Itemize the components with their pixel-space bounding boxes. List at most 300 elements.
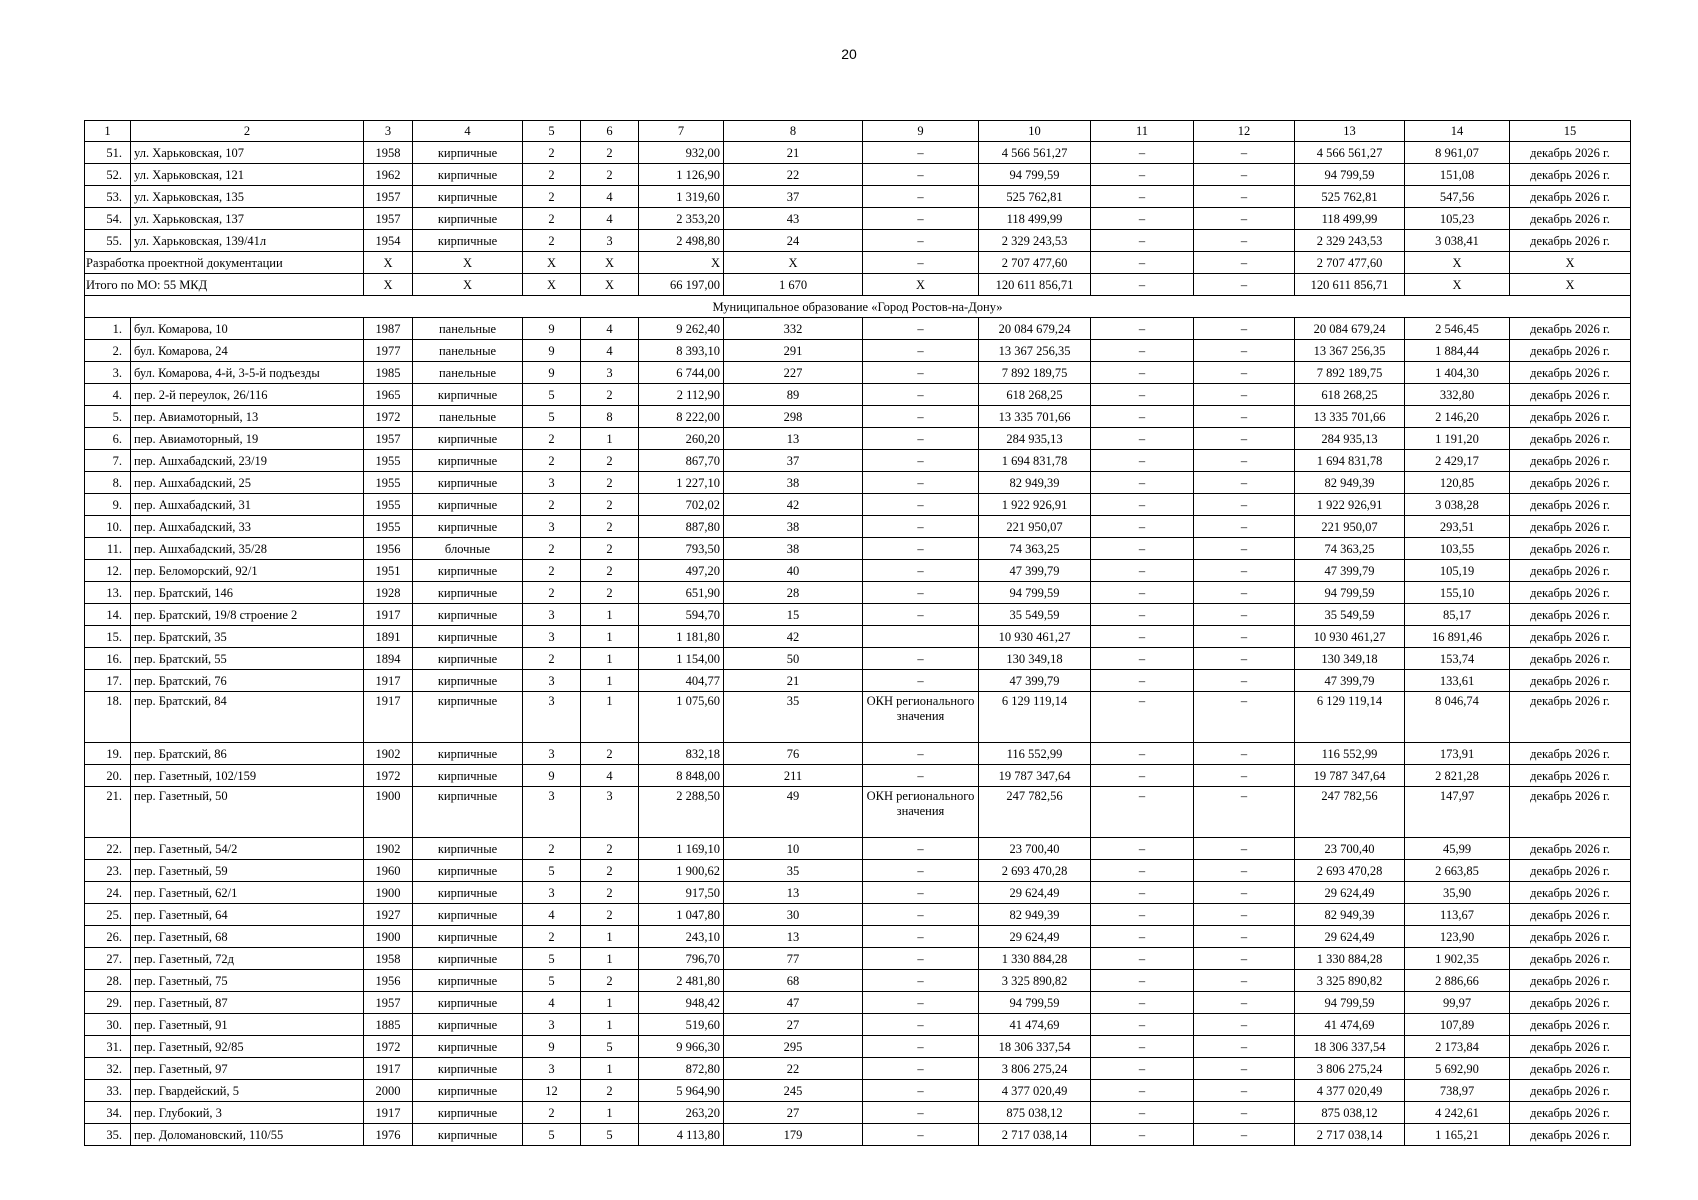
cell-cost-per-sqm: 738,97 — [1405, 1080, 1510, 1102]
cell-wall-material: кирпичные — [413, 948, 523, 970]
cell-entrances: 1 — [581, 1058, 639, 1080]
cell-floors: 3 — [523, 1058, 581, 1080]
cell-fund-source-11: – — [1091, 1080, 1194, 1102]
cell-fund-source-11: – — [1091, 904, 1194, 926]
cell-cost-total: 221 950,07 — [979, 516, 1091, 538]
cell-floors: 2 — [523, 142, 581, 164]
cell-fund-source-11: – — [1091, 164, 1194, 186]
cell-cost-regional: 875 038,12 — [1295, 1102, 1405, 1124]
cell-heritage-status: – — [863, 582, 979, 604]
cell-fund-source-11: – — [1091, 970, 1194, 992]
cell-address: пер. Газетный, 87 — [131, 992, 364, 1014]
cell-completion-date: декабрь 2026 г. — [1510, 765, 1631, 787]
cell-residents: 76 — [724, 743, 863, 765]
cell-total-area: 2 112,90 — [639, 384, 724, 406]
cell-row-number: 22. — [85, 838, 131, 860]
table-row — [85, 904, 1631, 926]
column-number-4: 4 — [413, 121, 523, 142]
cell-total-area: 263,20 — [639, 1102, 724, 1124]
cell-entrances: 4 — [581, 186, 639, 208]
cell-row-number: 34. — [85, 1102, 131, 1124]
cell-cost-per-sqm: 153,74 — [1405, 648, 1510, 670]
cell-year-built: 1972 — [364, 765, 413, 787]
cell-year-built: 1956 — [364, 538, 413, 560]
cell-residents: 40 — [724, 560, 863, 582]
cell-year-built: 1902 — [364, 838, 413, 860]
column-number-2: 2 — [131, 121, 364, 142]
cell-cost-regional: 130 349,18 — [1295, 648, 1405, 670]
cell-address: пер. Газетный, 68 — [131, 926, 364, 948]
cell-total-area: 917,50 — [639, 882, 724, 904]
cell-wall-material: кирпичные — [413, 1124, 523, 1146]
cell-fund-source-11: – — [1091, 948, 1194, 970]
cell-total-area: 1 154,00 — [639, 648, 724, 670]
summary-cell: X — [364, 252, 413, 274]
table-row — [85, 1036, 1631, 1058]
cell-total-area: 260,20 — [639, 428, 724, 450]
cell-cost-total: 875 038,12 — [979, 1102, 1091, 1124]
cell-address: пер. Братский, 55 — [131, 648, 364, 670]
cell-fund-source-11: – — [1091, 340, 1194, 362]
cell-residents: 179 — [724, 1124, 863, 1146]
cell-heritage-status: – — [863, 948, 979, 970]
cell-wall-material: кирпичные — [413, 860, 523, 882]
cell-fund-source-12: – — [1194, 838, 1295, 860]
cell-entrances: 1 — [581, 648, 639, 670]
cell-cost-total: 2 717 038,14 — [979, 1124, 1091, 1146]
table-row — [85, 406, 1631, 428]
cell-row-number: 8. — [85, 472, 131, 494]
cell-residents: 49 — [724, 787, 863, 838]
cell-cost-regional: 618 268,25 — [1295, 384, 1405, 406]
cell-cost-per-sqm: 105,23 — [1405, 208, 1510, 230]
cell-floors: 3 — [523, 626, 581, 648]
cell-cost-regional: 82 949,39 — [1295, 904, 1405, 926]
cell-row-number: 35. — [85, 1124, 131, 1146]
cell-cost-per-sqm: 2 146,20 — [1405, 406, 1510, 428]
cell-year-built: 1955 — [364, 472, 413, 494]
cell-floors: 2 — [523, 582, 581, 604]
cell-cost-total: 2 693 470,28 — [979, 860, 1091, 882]
cell-fund-source-11: – — [1091, 1036, 1194, 1058]
cell-cost-total: 94 799,59 — [979, 164, 1091, 186]
cell-fund-source-12: – — [1194, 472, 1295, 494]
cell-heritage-status: – — [863, 1014, 979, 1036]
cell-cost-per-sqm: 113,67 — [1405, 904, 1510, 926]
cell-row-number: 31. — [85, 1036, 131, 1058]
cell-floors: 3 — [523, 787, 581, 838]
cell-completion-date: декабрь 2026 г. — [1510, 494, 1631, 516]
cell-residents: 89 — [724, 384, 863, 406]
cell-entrances: 1 — [581, 428, 639, 450]
cell-cost-total: 1 922 926,91 — [979, 494, 1091, 516]
cell-row-number: 18. — [85, 692, 131, 743]
cell-row-number: 33. — [85, 1080, 131, 1102]
cell-row-number: 20. — [85, 765, 131, 787]
cell-residents: 35 — [724, 692, 863, 743]
table-row — [85, 1014, 1631, 1036]
cell-heritage-status: – — [863, 406, 979, 428]
cell-cost-per-sqm: 2 429,17 — [1405, 450, 1510, 472]
table-row — [85, 860, 1631, 882]
cell-completion-date: декабрь 2026 г. — [1510, 362, 1631, 384]
column-number-3: 3 — [364, 121, 413, 142]
cell-cost-total: 74 363,25 — [979, 538, 1091, 560]
summary-cell: X — [1405, 252, 1510, 274]
cell-total-area: 4 113,80 — [639, 1124, 724, 1146]
cell-heritage-status: – — [863, 230, 979, 252]
cell-floors: 2 — [523, 1102, 581, 1124]
cell-address: пер. Братский, 19/8 строение 2 — [131, 604, 364, 626]
cell-cost-total: 35 549,59 — [979, 604, 1091, 626]
cell-floors: 2 — [523, 230, 581, 252]
cell-cost-total: 13 367 256,35 — [979, 340, 1091, 362]
cell-residents: 291 — [724, 340, 863, 362]
cell-heritage-status: – — [863, 142, 979, 164]
cell-wall-material: кирпичные — [413, 1102, 523, 1124]
cell-fund-source-12: – — [1194, 362, 1295, 384]
cell-wall-material: кирпичные — [413, 604, 523, 626]
total-row — [85, 274, 1631, 296]
cell-cost-regional: 29 624,49 — [1295, 882, 1405, 904]
cell-heritage-status: – — [863, 970, 979, 992]
cell-heritage-status: ОКН регионального значения — [863, 787, 979, 838]
cell-cost-per-sqm: 2 886,66 — [1405, 970, 1510, 992]
cell-residents: 77 — [724, 948, 863, 970]
cell-year-built: 1965 — [364, 384, 413, 406]
cell-residents: 68 — [724, 970, 863, 992]
cell-cost-total: 3 325 890,82 — [979, 970, 1091, 992]
cell-completion-date: декабрь 2026 г. — [1510, 860, 1631, 882]
cell-year-built: 1900 — [364, 926, 413, 948]
cell-residents: 27 — [724, 1014, 863, 1036]
cell-cost-total: 82 949,39 — [979, 904, 1091, 926]
summary-cell: X — [1405, 274, 1510, 296]
cell-cost-per-sqm: 35,90 — [1405, 882, 1510, 904]
cell-completion-date: декабрь 2026 г. — [1510, 626, 1631, 648]
cell-residents: 245 — [724, 1080, 863, 1102]
cell-fund-source-11: – — [1091, 208, 1194, 230]
cell-cost-per-sqm: 2 546,45 — [1405, 318, 1510, 340]
cell-heritage-status: – — [863, 450, 979, 472]
cell-floors: 4 — [523, 904, 581, 926]
cell-year-built: 1885 — [364, 1014, 413, 1036]
cell-cost-per-sqm: 3 038,28 — [1405, 494, 1510, 516]
cell-address: ул. Харьковская, 107 — [131, 142, 364, 164]
cell-total-area: 2 481,80 — [639, 970, 724, 992]
cell-cost-regional: 247 782,56 — [1295, 787, 1405, 838]
cell-address: пер. Газетный, 62/1 — [131, 882, 364, 904]
cell-row-number: 26. — [85, 926, 131, 948]
column-number-7: 7 — [639, 121, 724, 142]
cell-floors: 9 — [523, 362, 581, 384]
cell-heritage-status: – — [863, 926, 979, 948]
cell-floors: 2 — [523, 538, 581, 560]
cell-residents: 13 — [724, 882, 863, 904]
cell-row-number: 12. — [85, 560, 131, 582]
table-row — [85, 538, 1631, 560]
cell-heritage-status: – — [863, 494, 979, 516]
cell-cost-regional: 23 700,40 — [1295, 838, 1405, 860]
cell-row-number: 14. — [85, 604, 131, 626]
cell-fund-source-12: – — [1194, 970, 1295, 992]
cell-fund-source-12: – — [1194, 406, 1295, 428]
cell-wall-material: кирпичные — [413, 626, 523, 648]
table-row — [85, 692, 1631, 743]
cell-cost-regional: 1 330 884,28 — [1295, 948, 1405, 970]
cell-fund-source-11: – — [1091, 1102, 1194, 1124]
cell-total-area: 404,77 — [639, 670, 724, 692]
table-row — [85, 1102, 1631, 1124]
cell-fund-source-12: – — [1194, 670, 1295, 692]
cell-residents: 42 — [724, 626, 863, 648]
summary-cell: X — [581, 252, 639, 274]
table-row — [85, 1058, 1631, 1080]
cell-completion-date: декабрь 2026 г. — [1510, 516, 1631, 538]
cell-heritage-status: – — [863, 1080, 979, 1102]
cell-fund-source-12: – — [1194, 1036, 1295, 1058]
table-row — [85, 948, 1631, 970]
cell-cost-total: 3 806 275,24 — [979, 1058, 1091, 1080]
cell-floors: 5 — [523, 1124, 581, 1146]
cell-completion-date: декабрь 2026 г. — [1510, 904, 1631, 926]
cell-wall-material: панельные — [413, 362, 523, 384]
cell-total-area: 2 288,50 — [639, 787, 724, 838]
cell-fund-source-12: – — [1194, 428, 1295, 450]
cell-floors: 12 — [523, 1080, 581, 1102]
cell-entrances: 2 — [581, 904, 639, 926]
cell-fund-source-11: – — [1091, 428, 1194, 450]
cell-floors: 3 — [523, 670, 581, 692]
cell-cost-total: 4 566 561,27 — [979, 142, 1091, 164]
cell-cost-total: 1 330 884,28 — [979, 948, 1091, 970]
cell-floors: 5 — [523, 948, 581, 970]
cell-heritage-status: – — [863, 670, 979, 692]
cell-cost-total: 6 129 119,14 — [979, 692, 1091, 743]
cell-row-number: 53. — [85, 186, 131, 208]
cell-cost-per-sqm: 151,08 — [1405, 164, 1510, 186]
table-row — [85, 560, 1631, 582]
table-row — [85, 992, 1631, 1014]
cell-floors: 2 — [523, 648, 581, 670]
cell-heritage-status: – — [863, 904, 979, 926]
page-number: 20 — [841, 46, 857, 62]
cell-cost-per-sqm: 3 038,41 — [1405, 230, 1510, 252]
cell-residents: 37 — [724, 450, 863, 472]
column-number-13: 13 — [1295, 121, 1405, 142]
cell-address: пер. Газетный, 72д — [131, 948, 364, 970]
cell-address: пер. Ашхабадский, 25 — [131, 472, 364, 494]
cell-year-built: 1972 — [364, 1036, 413, 1058]
cell-cost-per-sqm: 5 692,90 — [1405, 1058, 1510, 1080]
cell-row-number: 51. — [85, 142, 131, 164]
cell-total-area: 9 966,30 — [639, 1036, 724, 1058]
cell-fund-source-12: – — [1194, 582, 1295, 604]
cell-residents: 42 — [724, 494, 863, 516]
cell-entrances: 2 — [581, 384, 639, 406]
cell-heritage-status: – — [863, 186, 979, 208]
cell-wall-material: кирпичные — [413, 186, 523, 208]
cell-entrances: 3 — [581, 362, 639, 384]
cell-year-built: 2000 — [364, 1080, 413, 1102]
table-row — [85, 186, 1631, 208]
cell-total-area: 702,02 — [639, 494, 724, 516]
cell-fund-source-12: – — [1194, 538, 1295, 560]
cell-completion-date: декабрь 2026 г. — [1510, 582, 1631, 604]
cell-total-area: 497,20 — [639, 560, 724, 582]
cell-entrances: 1 — [581, 992, 639, 1014]
table-row — [85, 743, 1631, 765]
summary-cell: 1 670 — [724, 274, 863, 296]
cell-entrances: 2 — [581, 970, 639, 992]
summary-label: Разработка проектной документации — [85, 252, 364, 274]
cell-entrances: 8 — [581, 406, 639, 428]
summary-cell: X — [724, 252, 863, 274]
cell-cost-per-sqm: 293,51 — [1405, 516, 1510, 538]
cell-year-built: 1902 — [364, 743, 413, 765]
cell-wall-material: кирпичные — [413, 1014, 523, 1036]
cell-wall-material: кирпичные — [413, 428, 523, 450]
summary-cell: – — [1091, 274, 1194, 296]
cell-heritage-status: – — [863, 1102, 979, 1124]
cell-row-number: 30. — [85, 1014, 131, 1036]
cell-address: пер. Братский, 146 — [131, 582, 364, 604]
cell-completion-date: декабрь 2026 г. — [1510, 538, 1631, 560]
cell-address: пер. Газетный, 59 — [131, 860, 364, 882]
cell-cost-total: 7 892 189,75 — [979, 362, 1091, 384]
cell-year-built: 1900 — [364, 787, 413, 838]
cell-heritage-status: – — [863, 765, 979, 787]
cell-wall-material: кирпичные — [413, 164, 523, 186]
cell-address: пер. 2-й переулок, 26/116 — [131, 384, 364, 406]
cell-year-built: 1917 — [364, 670, 413, 692]
cell-completion-date: декабрь 2026 г. — [1510, 560, 1631, 582]
cell-total-area: 5 964,90 — [639, 1080, 724, 1102]
cell-row-number: 1. — [85, 318, 131, 340]
cell-address: пер. Доломановский, 110/55 — [131, 1124, 364, 1146]
cell-cost-regional: 4 566 561,27 — [1295, 142, 1405, 164]
cell-cost-regional: 47 399,79 — [1295, 670, 1405, 692]
cell-total-area: 1 169,10 — [639, 838, 724, 860]
cell-entrances: 3 — [581, 230, 639, 252]
cell-entrances: 2 — [581, 860, 639, 882]
cell-fund-source-12: – — [1194, 926, 1295, 948]
cell-entrances: 2 — [581, 142, 639, 164]
cell-residents: 21 — [724, 142, 863, 164]
cell-residents: 47 — [724, 992, 863, 1014]
cell-wall-material: кирпичные — [413, 648, 523, 670]
cell-year-built: 1900 — [364, 882, 413, 904]
cell-address: пер. Газетный, 54/2 — [131, 838, 364, 860]
cell-fund-source-12: – — [1194, 1124, 1295, 1146]
table-row — [85, 428, 1631, 450]
cell-wall-material: кирпичные — [413, 494, 523, 516]
cell-total-area: 932,00 — [639, 142, 724, 164]
cell-row-number: 17. — [85, 670, 131, 692]
cell-completion-date: декабрь 2026 г. — [1510, 428, 1631, 450]
cell-total-area: 651,90 — [639, 582, 724, 604]
cell-cost-total: 18 306 337,54 — [979, 1036, 1091, 1058]
cell-wall-material: кирпичные — [413, 1058, 523, 1080]
cell-fund-source-12: – — [1194, 1102, 1295, 1124]
column-number-14: 14 — [1405, 121, 1510, 142]
cell-entrances: 2 — [581, 743, 639, 765]
cell-residents: 13 — [724, 926, 863, 948]
cell-fund-source-12: – — [1194, 340, 1295, 362]
cell-residents: 28 — [724, 582, 863, 604]
cell-fund-source-12: – — [1194, 743, 1295, 765]
cell-floors: 3 — [523, 604, 581, 626]
cell-address: пер. Ашхабадский, 23/19 — [131, 450, 364, 472]
cell-residents: 30 — [724, 904, 863, 926]
cell-fund-source-11: – — [1091, 787, 1194, 838]
cell-wall-material: панельные — [413, 406, 523, 428]
cell-row-number: 4. — [85, 384, 131, 406]
cell-year-built: 1977 — [364, 340, 413, 362]
cell-completion-date: декабрь 2026 г. — [1510, 142, 1631, 164]
cell-heritage-status: – — [863, 208, 979, 230]
cell-residents: 227 — [724, 362, 863, 384]
cell-completion-date: декабрь 2026 г. — [1510, 472, 1631, 494]
cell-cost-per-sqm: 2 821,28 — [1405, 765, 1510, 787]
cell-cost-per-sqm: 4 242,61 — [1405, 1102, 1510, 1124]
cell-cost-regional: 118 499,99 — [1295, 208, 1405, 230]
cell-heritage-status: – — [863, 560, 979, 582]
cell-wall-material: кирпичные — [413, 450, 523, 472]
cell-cost-regional: 18 306 337,54 — [1295, 1036, 1405, 1058]
cell-residents: 21 — [724, 670, 863, 692]
table-row — [85, 882, 1631, 904]
cell-heritage-status: – — [863, 882, 979, 904]
table-row — [85, 582, 1631, 604]
summary-cell: – — [1194, 252, 1295, 274]
cell-residents: 50 — [724, 648, 863, 670]
cell-completion-date: декабрь 2026 г. — [1510, 340, 1631, 362]
cell-fund-source-11: – — [1091, 670, 1194, 692]
cell-cost-regional: 221 950,07 — [1295, 516, 1405, 538]
cell-residents: 43 — [724, 208, 863, 230]
cell-cost-regional: 13 367 256,35 — [1295, 340, 1405, 362]
cell-cost-per-sqm: 155,10 — [1405, 582, 1510, 604]
cell-fund-source-11: – — [1091, 406, 1194, 428]
summary-cell: X — [1510, 252, 1631, 274]
cell-entrances: 2 — [581, 882, 639, 904]
cell-heritage-status: – — [863, 362, 979, 384]
cell-row-number: 27. — [85, 948, 131, 970]
cell-total-area: 6 744,00 — [639, 362, 724, 384]
cell-address: пер. Ашхабадский, 35/28 — [131, 538, 364, 560]
cell-floors: 5 — [523, 970, 581, 992]
cell-row-number: 28. — [85, 970, 131, 992]
cell-fund-source-11: – — [1091, 318, 1194, 340]
cell-fund-source-12: – — [1194, 1080, 1295, 1102]
summary-cell: 2 707 477,60 — [979, 252, 1091, 274]
table-row — [85, 670, 1631, 692]
cell-fund-source-12: – — [1194, 186, 1295, 208]
cell-year-built: 1951 — [364, 560, 413, 582]
cell-fund-source-11: – — [1091, 472, 1194, 494]
summary-cell: X — [523, 274, 581, 296]
cell-wall-material: кирпичные — [413, 560, 523, 582]
cell-fund-source-11: – — [1091, 743, 1194, 765]
cell-row-number: 13. — [85, 582, 131, 604]
cell-fund-source-12: – — [1194, 164, 1295, 186]
cell-residents: 38 — [724, 538, 863, 560]
cell-year-built: 1955 — [364, 494, 413, 516]
cell-cost-per-sqm: 1 884,44 — [1405, 340, 1510, 362]
cell-fund-source-11: – — [1091, 1058, 1194, 1080]
cell-wall-material: кирпичные — [413, 926, 523, 948]
